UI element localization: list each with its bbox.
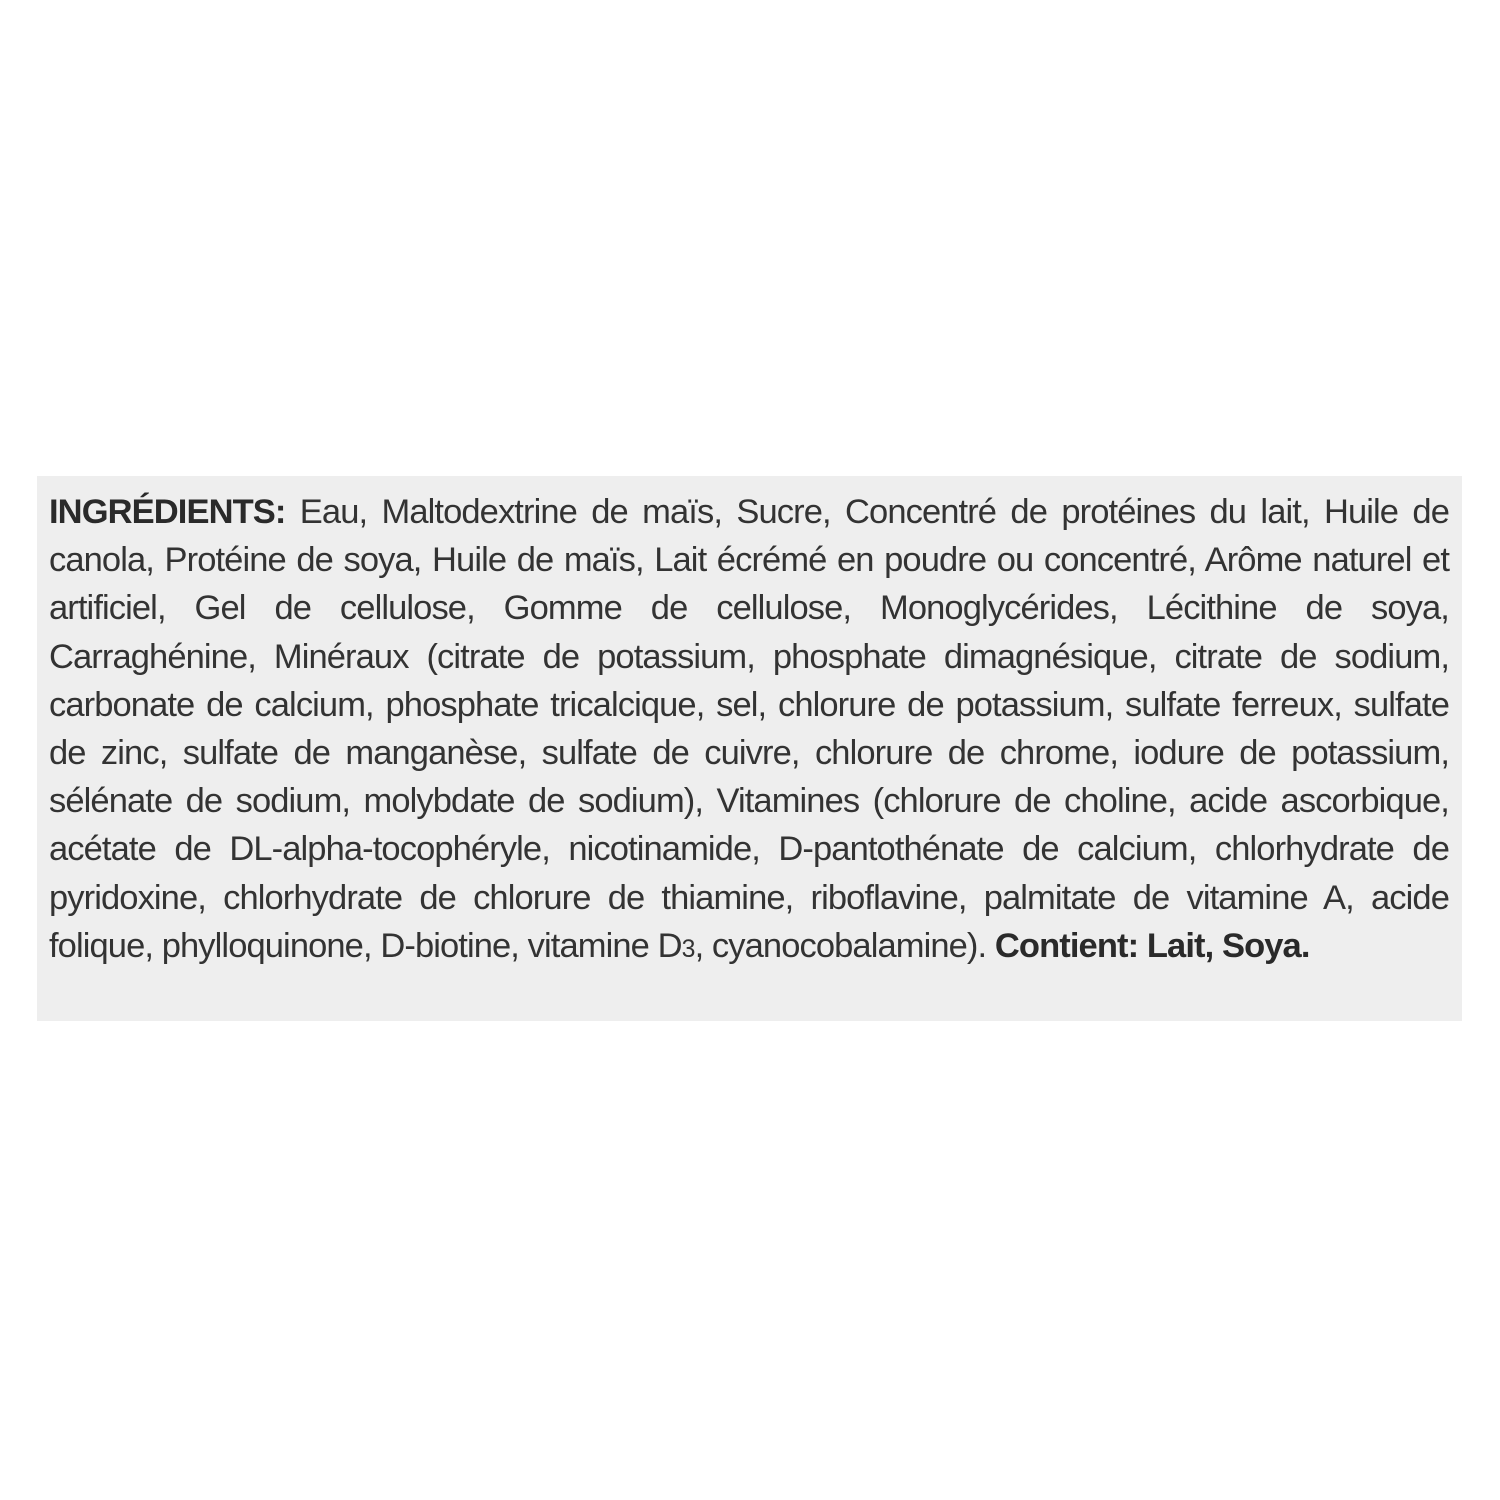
allergen-statement: Contient: Lait, Soya.	[994, 926, 1310, 965]
ingredients-list-part2: , cyanocobalamine).	[694, 926, 995, 965]
vitamin-d3-subscript: 3	[681, 935, 695, 963]
ingredients-text	[49, 488, 1449, 974]
ingredients-heading: INGRÉDIENTS:	[49, 493, 286, 531]
ingredients-panel	[37, 476, 1462, 1021]
ingredients-list-part1: Eau, Maltodextrine de maïs, Sucre, Concentré de protéines du lait, Huile de canola, Protéine de soya, Huile de maïs, Lait écrémé en poudre ou concentré, Arôme naturel et artificiel, Gel de cellulose, Gomme de cellulose, Monoglycérides, Lécithine de soya, Carraghénine, Minéraux (citrate de potassium, phosphate dimagnésique, citrate de sodium, carbonate de calcium, phosphate tricalcique, sel, chlorure de potassium, sulfate ferreux, sulfate de zinc, sulfate de manganèse, sulfate de cuivre, chlorure de chrome, iodure de potassium, sélénate de sodium, molybdate de sodium), Vitamines (chlorure de choline, acide ascorbique, acétate de DL-alpha-tocophéryle, nicotinamide, D-pantothénate de calcium, chlorhydrate de pyridoxine, chlorhydrate de chlorure de thiamine, riboflavine, palmitate de vitamine A, acide folique, phylloquinone, D-biotine, vitamine D	[49, 493, 1449, 965]
